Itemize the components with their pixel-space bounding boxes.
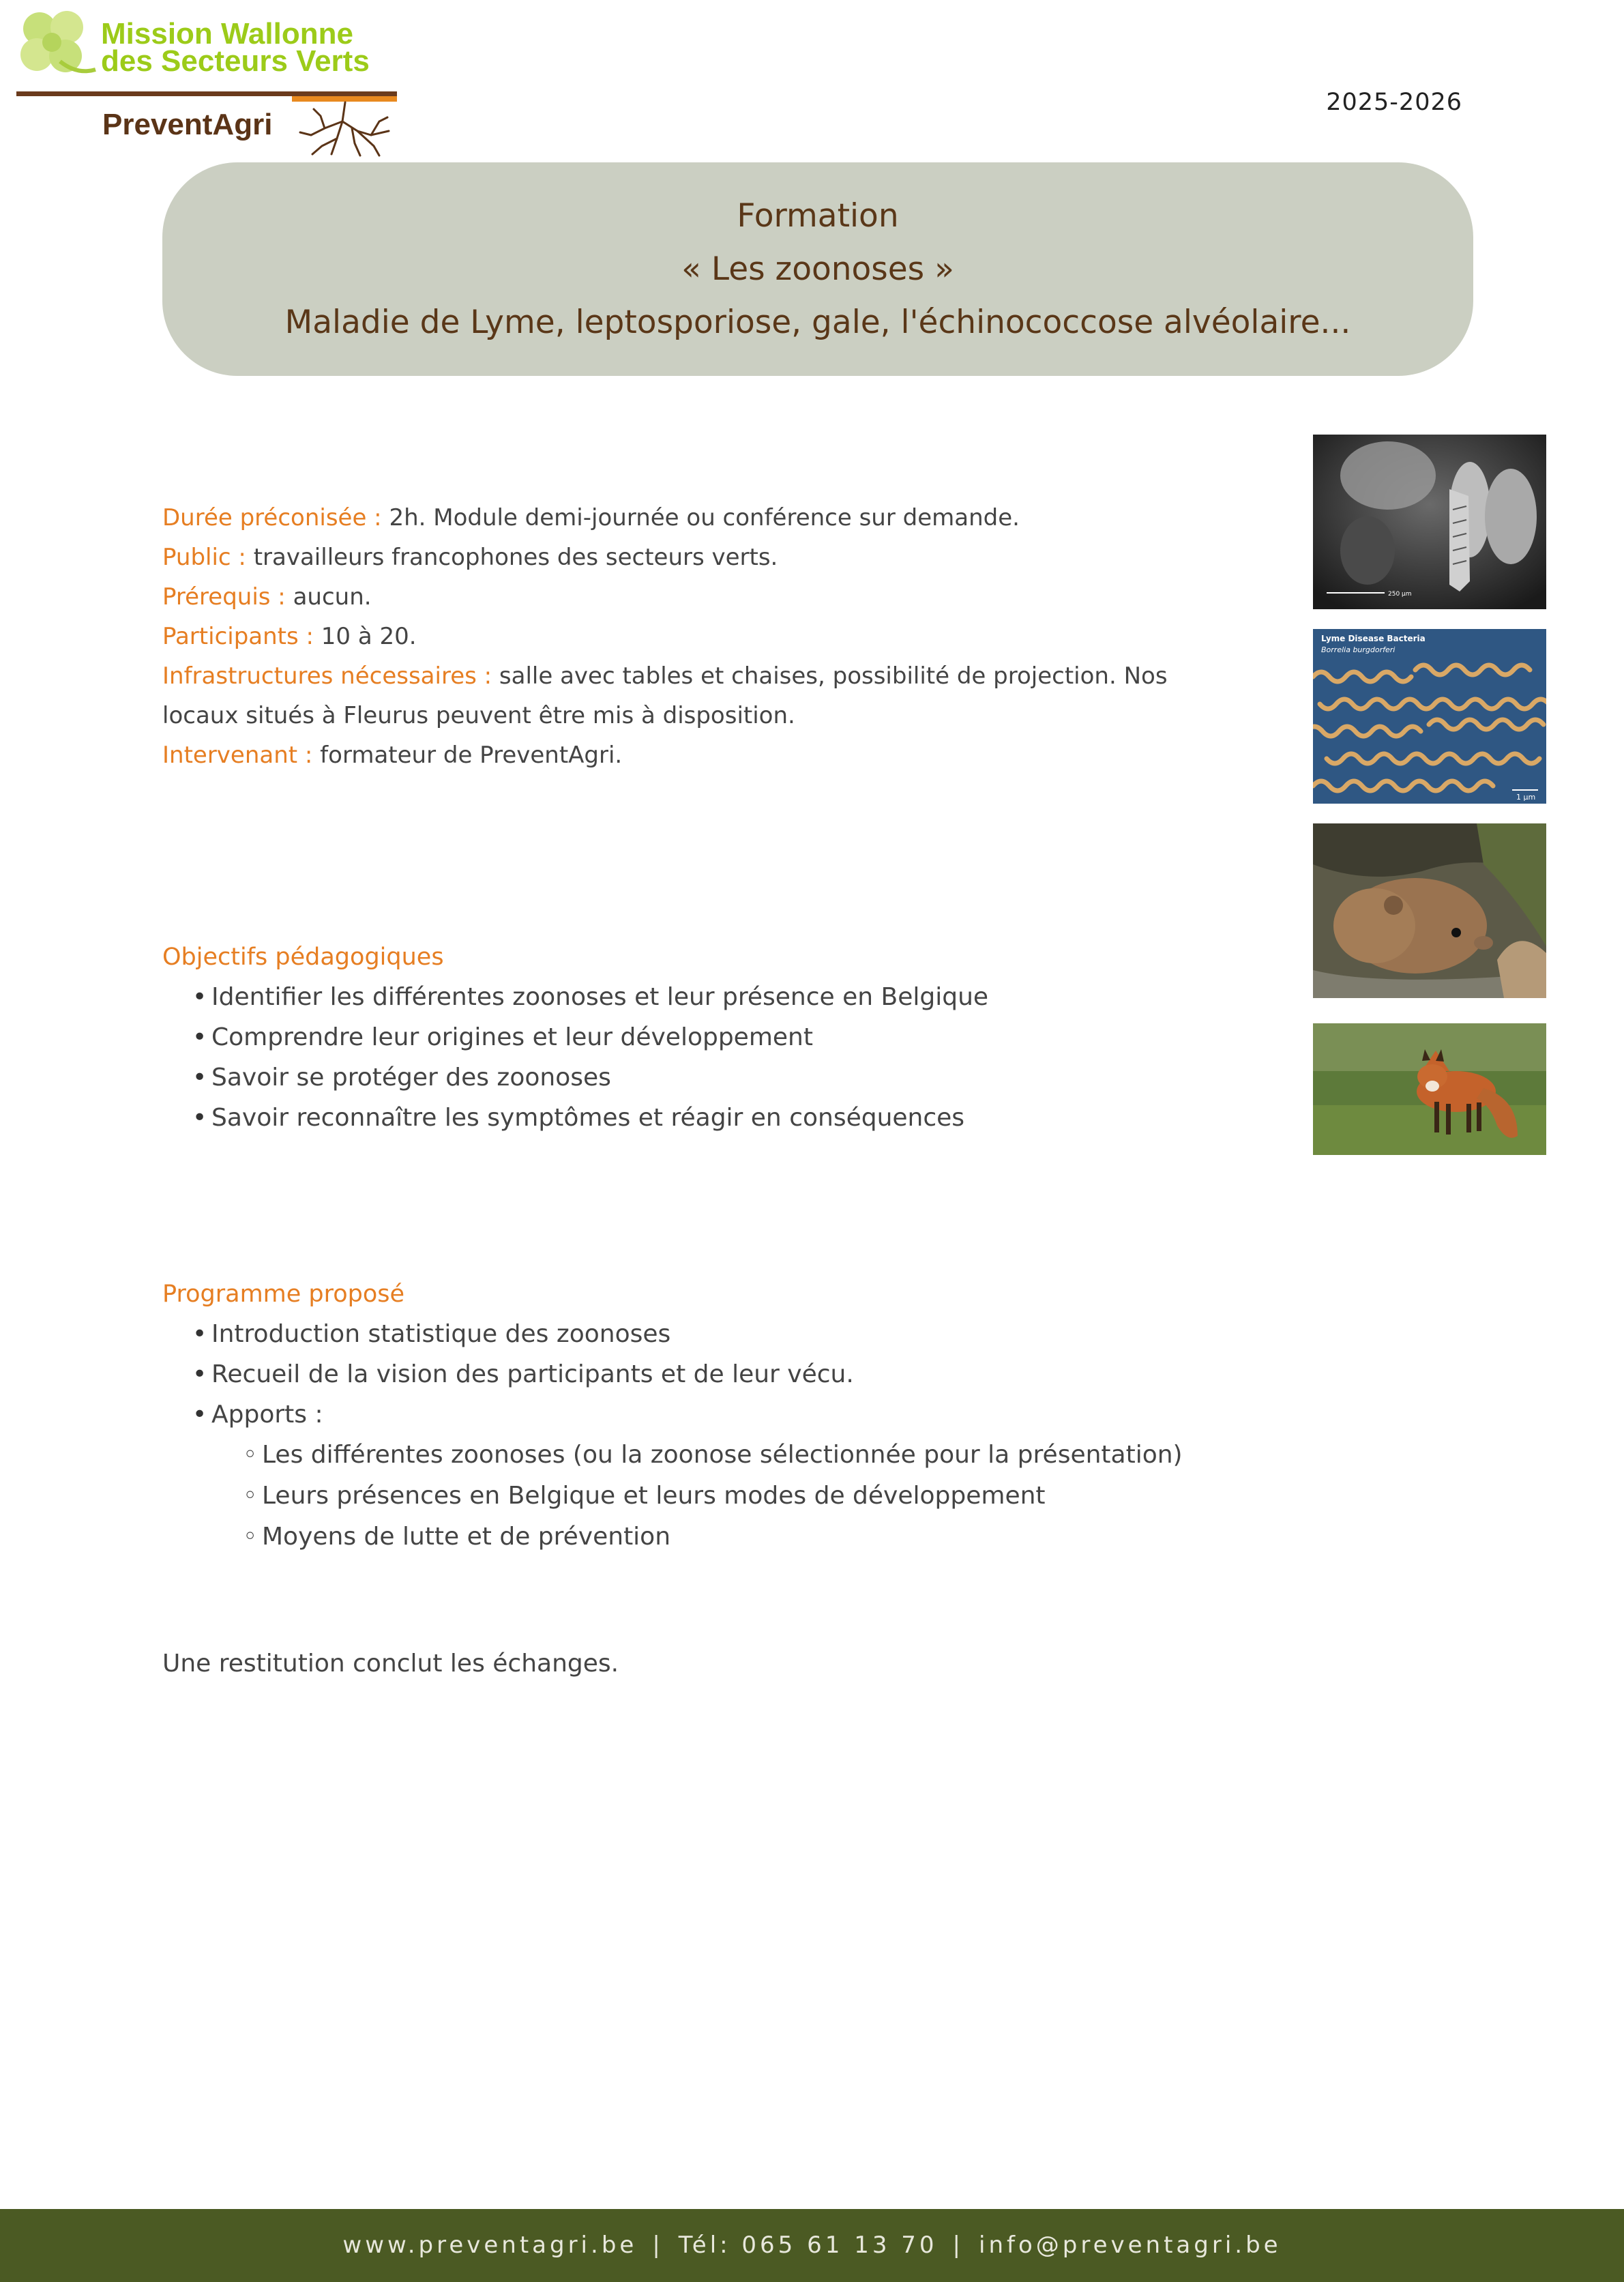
- info-label: Prérequis :: [162, 583, 286, 611]
- bacteria-title: Lyme Disease Bacteria: [1321, 634, 1426, 643]
- info-label: Participants :: [162, 623, 314, 650]
- conclusion: Une restitution conclut les échanges.: [162, 1650, 619, 1678]
- programme-sublist: [211, 1435, 1267, 1557]
- info-public: [162, 538, 1267, 577]
- footer-email[interactable]: info@preventagri.be: [979, 2232, 1282, 2259]
- info-value: salle avec tables et chaises, possibilité de projection. Nos locaux situés à Fleurus peuvent être mis à disposition.: [162, 662, 1168, 729]
- title-subtitle: Maladie de Lyme, leptosporiose, gale, l'échinococcose alvéolaire...: [284, 304, 1351, 341]
- info-label: Durée préconisée :: [162, 504, 382, 531]
- info-label: Public :: [162, 544, 246, 571]
- sublist-item: ◦ Leurs présences en Belgique et leurs modes de développement: [262, 1476, 1267, 1517]
- objectives-section: [162, 937, 1267, 1138]
- title-banner: [162, 162, 1473, 376]
- academic-year: 2025-2026: [1326, 89, 1462, 116]
- list-item: • Savoir reconnaître les symptômes et réagir en conséquences: [211, 1098, 1267, 1138]
- info-value: aucun.: [285, 583, 372, 611]
- clover-icon: [12, 7, 101, 82]
- title-formation: Formation: [737, 197, 899, 235]
- info-label: Infrastructures nécessaires :: [162, 662, 492, 690]
- red-fox-photo: [1313, 1023, 1546, 1155]
- sublist-item: ◦ Les différentes zoonoses (ou la zoonose sélectionnée pour la présentation): [262, 1435, 1267, 1476]
- bacteria-species: Borrelia burgdorferi: [1321, 645, 1396, 654]
- info-infrastructure: [162, 656, 1226, 735]
- info-value: 2h. Module demi-journée ou conférence sur demande.: [381, 504, 1020, 531]
- preventagri-logo: [12, 7, 398, 150]
- list-item: • Savoir se protéger des zoonoses: [211, 1057, 1267, 1098]
- info-value: formateur de PreventAgri.: [312, 742, 623, 769]
- borrelia-bacteria-image: [1313, 629, 1546, 804]
- scale-label: 250 µm: [1388, 591, 1412, 598]
- objectives-heading: Objectifs pédagogiques: [162, 943, 444, 971]
- footer-phone[interactable]: Tél: 065 61 13 70: [678, 2232, 938, 2259]
- logo-divider: [16, 91, 397, 96]
- title-topic: « Les zoonoses »: [681, 250, 954, 288]
- tick-microscopy-image: [1313, 435, 1546, 609]
- footer-contact-bar: [0, 2209, 1624, 2282]
- footer-separator: |: [952, 2232, 964, 2259]
- sublist-item: ◦ Moyens de lutte et de prévention: [262, 1517, 1267, 1557]
- list-item: • Identifier les différentes zoonoses et leur présence en Belgique: [211, 977, 1267, 1017]
- objectives-list: [162, 977, 1267, 1138]
- brand-name: PreventAgri: [102, 108, 273, 141]
- info-participants: [162, 617, 1267, 656]
- list-item-label: Apports :: [211, 1401, 323, 1429]
- programme-section: [162, 1274, 1267, 1557]
- list-item: • Recueil de la vision des participants et de leur vécu.: [211, 1354, 1267, 1394]
- list-item: • Comprendre leur origines et leur développement: [211, 1017, 1267, 1057]
- footer-separator: |: [652, 2232, 664, 2259]
- vole-photo: [1313, 823, 1546, 998]
- info-speaker: [162, 735, 1267, 775]
- info-duration: [162, 498, 1267, 538]
- info-prerequisites: [162, 577, 1267, 617]
- brand-line-2: des Secteurs Verts: [101, 44, 370, 78]
- roots-icon: [297, 101, 393, 157]
- info-label: Intervenant :: [162, 742, 313, 769]
- footer-website[interactable]: www.preventagri.be: [342, 2232, 638, 2259]
- info-value: travailleurs francophones des secteurs verts.: [246, 544, 778, 571]
- programme-list: [162, 1314, 1267, 1557]
- course-info: [162, 498, 1267, 775]
- scale-label: 1 µm: [1516, 793, 1536, 802]
- info-value: 10 à 20.: [313, 623, 417, 650]
- programme-heading: Programme proposé: [162, 1281, 405, 1308]
- list-item: • Introduction statistique des zoonoses: [211, 1314, 1267, 1354]
- list-item: [211, 1394, 1267, 1557]
- brand-line-1: Mission Wallonne: [101, 17, 353, 50]
